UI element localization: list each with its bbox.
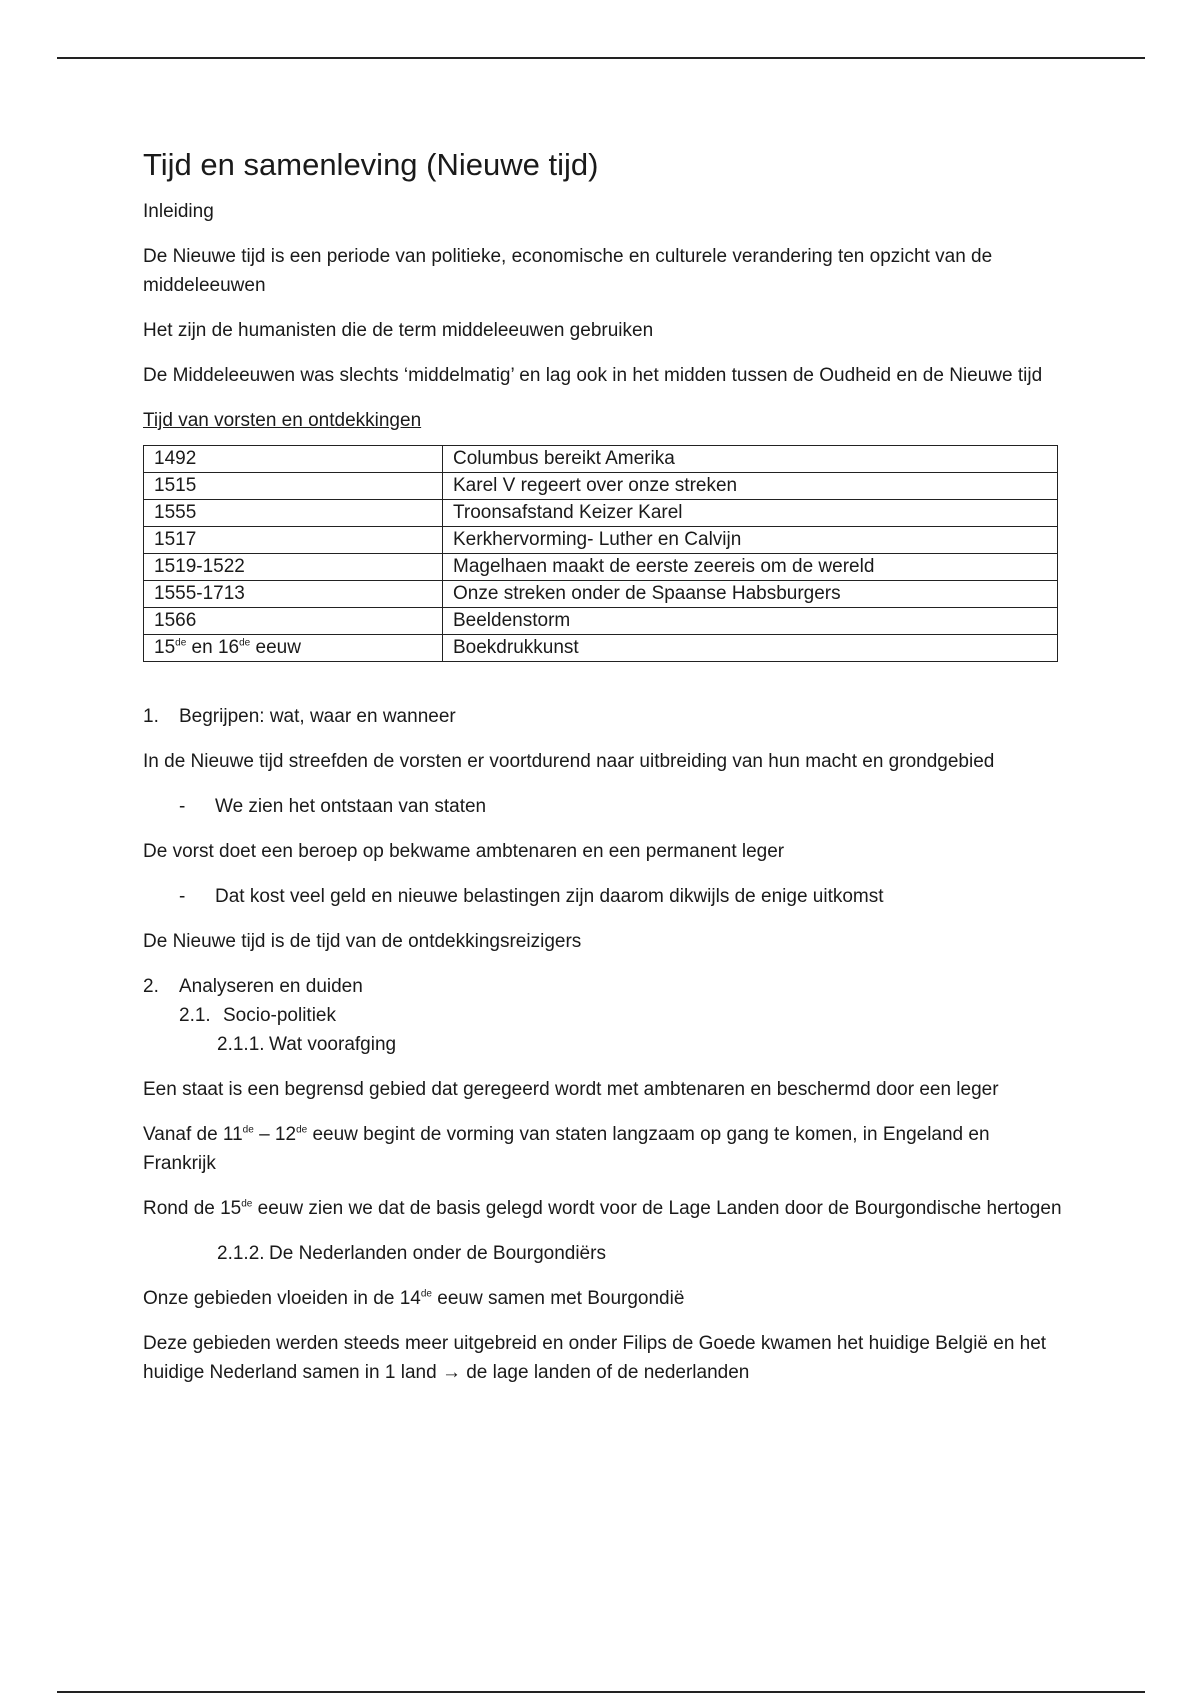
text-run: eeuw samen met Bourgondië	[431, 1288, 685, 1309]
ordinal-sup: de	[175, 637, 187, 649]
section-title: Analyseren en duiden	[179, 976, 363, 997]
table-cell-year	[144, 635, 443, 662]
table-row	[144, 581, 1058, 608]
table-cell-year: 1555-1713	[144, 581, 443, 608]
table-row	[144, 446, 1058, 473]
table-cell-event: Magelhaen maakt de eerste zeereis om de wereld	[443, 554, 1058, 581]
table-cell-event: Kerkhervorming- Luther en Calvijn	[443, 527, 1058, 554]
century-a: 15	[154, 637, 176, 658]
text-run: Deze gebieden werden steeds meer uitgebreid en onder Filips de Goede kwamen het huidige België en het huidige Nederland samen in 1 land	[143, 1333, 1047, 1383]
document-page	[143, 145, 1063, 1403]
section-2-headings	[143, 972, 1063, 1059]
bottom-rule	[57, 1691, 1145, 1693]
text-run: eeuw begint de vorming van staten langzaam op gang te komen, in Engeland en Frankrijk	[143, 1124, 990, 1174]
table-cell-event: Beeldenstorm	[443, 608, 1058, 635]
table-cell-event: Onze streken onder de Spaanse Habsburgers	[443, 581, 1058, 608]
ordinal-sup: de	[241, 1198, 253, 1210]
section-2-heading	[143, 972, 1063, 1001]
table-cell-year: 1517	[144, 527, 443, 554]
subsection-2-1-1-heading	[143, 1030, 1063, 1059]
ordinal-sup: de	[420, 1288, 432, 1300]
text-run: Vanaf de 11	[143, 1124, 243, 1145]
section-1-heading	[143, 702, 1063, 731]
section-2-paragraph-5	[143, 1329, 1063, 1387]
table-cell-year: 1492	[144, 446, 443, 473]
section-title: Begrijpen: wat, waar en wanneer	[179, 706, 456, 727]
arrow-right-icon: →	[441, 1362, 461, 1383]
table-row	[144, 608, 1058, 635]
bullet-text: Dat kost veel geld en nieuwe belastingen zijn daarom dikwijls de enige uitkomst	[215, 886, 884, 907]
intro-paragraph-1: De Nieuwe tijd is een periode van politieke, economische en culturele verandering ten opzicht van de middeleeuwen	[143, 246, 993, 296]
text-run: – 12	[253, 1124, 297, 1145]
table-cell-year: 1555	[144, 500, 443, 527]
section-1-paragraph-3: De Nieuwe tijd is de tijd van de ontdekkingsreizigers	[143, 931, 582, 952]
top-rule	[57, 57, 1145, 59]
section-title: De Nederlanden onder de Bourgondiërs	[269, 1243, 606, 1264]
section-number: 1.	[143, 706, 159, 727]
table-row	[144, 635, 1058, 662]
text-run: eeuw zien we dat de basis gelegd wordt voor de Lage Landen door de Bourgondische hertogen	[252, 1198, 1062, 1219]
section-1-paragraph-2: De vorst doet een beroep op bekwame ambtenaren en een permanent leger	[143, 841, 785, 862]
table-row	[144, 554, 1058, 581]
table-cell-event: Boekdrukkunst	[443, 635, 1058, 662]
bullet-dash: -	[179, 796, 186, 817]
section-number: 2.	[143, 976, 159, 997]
table-row	[144, 473, 1058, 500]
century-suffix: eeuw	[250, 637, 301, 658]
intro-paragraph-3: De Middeleeuwen was slechts ‘middelmatig’ en lag ook in het midden tussen de Oudheid en de Nieuwe tijd	[143, 365, 1043, 386]
section-title: Wat voorafging	[269, 1034, 397, 1055]
table-cell-event: Columbus bereikt Amerika	[443, 446, 1058, 473]
table-row	[144, 500, 1058, 527]
bullet-item	[179, 792, 1063, 821]
text-run: de lage landen of de nederlanden	[460, 1362, 750, 1383]
intro-heading: Inleiding	[143, 201, 214, 222]
section-2-paragraph-2	[143, 1120, 1063, 1178]
bullet-text: We zien het ontstaan van staten	[215, 796, 487, 817]
section-number: 2.1.2.	[217, 1243, 265, 1264]
timeline-heading: Tijd van vorsten en ontdekkingen	[143, 410, 422, 431]
subsection-2-1-2-heading	[143, 1239, 1063, 1268]
section-1-paragraph-1: In de Nieuwe tijd streefden de vorsten er voortdurend naar uitbreiding van hun macht en grondgebied	[143, 751, 995, 772]
section-number: 2.1.	[179, 1005, 211, 1026]
ordinal-sup: de	[296, 1124, 308, 1136]
table-cell-year: 1566	[144, 608, 443, 635]
subsection-2-1-heading	[143, 1001, 1063, 1030]
table-cell-event: Troonsafstand Keizer Karel	[443, 500, 1058, 527]
text-run: Onze gebieden vloeiden in de 14	[143, 1288, 421, 1309]
section-2-paragraph-3	[143, 1194, 1063, 1223]
section-2-paragraph-4	[143, 1284, 1063, 1313]
ordinal-sup: de	[242, 1124, 254, 1136]
century-b: en 16	[186, 637, 240, 658]
bullet-dash: -	[179, 886, 186, 907]
section-title: Socio-politiek	[223, 1005, 336, 1026]
table-row	[144, 527, 1058, 554]
text-run: Rond de 15	[143, 1198, 242, 1219]
table-cell-year: 1519-1522	[144, 554, 443, 581]
section-2-paragraph-1: Een staat is een begrensd gebied dat geregeerd wordt met ambtenaren en beschermd door een leger	[143, 1079, 999, 1100]
page-title: Tijd en samenleving (Nieuwe tijd)	[143, 147, 599, 182]
section-number: 2.1.1.	[217, 1034, 265, 1055]
ordinal-sup: de	[239, 637, 251, 649]
table-cell-year: 1515	[144, 473, 443, 500]
timeline-table	[143, 445, 1058, 662]
table-cell-event: Karel V regeert over onze streken	[443, 473, 1058, 500]
intro-paragraph-2: Het zijn de humanisten die de term middeleeuwen gebruiken	[143, 320, 654, 341]
bullet-item	[179, 882, 1063, 911]
